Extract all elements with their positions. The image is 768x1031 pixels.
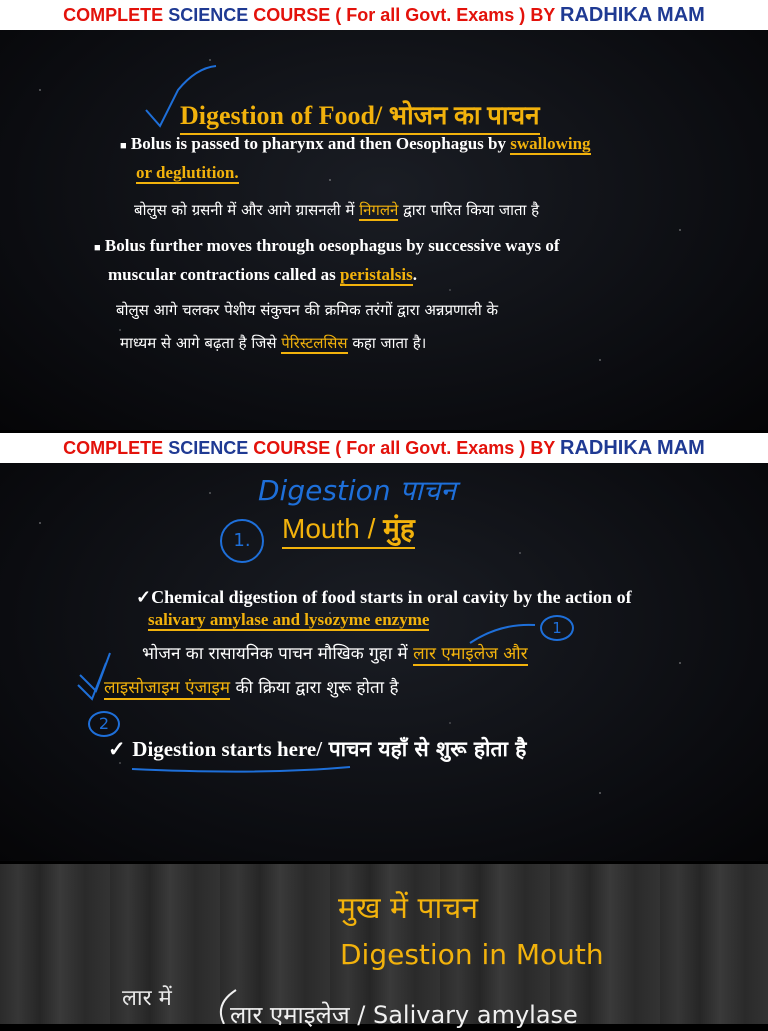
banner-word-science: SCIENCE <box>168 438 249 458</box>
digestion-starts-hi: पाचन यहाँ से शुरू होता है <box>328 737 527 761</box>
bullet-marker: ■ <box>94 242 101 254</box>
course-banner-top <box>0 0 768 30</box>
mouth-heading <box>282 509 415 549</box>
slide-mouth <box>0 463 768 861</box>
bullet-marker: ■ <box>120 140 127 152</box>
hindi-enzyme-a: भोजन का रासायनिक पाचन मौखिक गुहा में <box>142 644 408 664</box>
banner-word-by: BY <box>530 5 555 25</box>
circle-number-2: 2 <box>88 711 120 737</box>
hindi-line-1-highlight: निगलने <box>359 201 399 219</box>
circle-number-3: 1 <box>540 615 574 641</box>
handwritten-title-hindi: मुख में पाचन <box>338 891 479 926</box>
hindi-enzyme-b: की क्रिया द्वारा शुरू होता है <box>235 678 399 698</box>
slide-digestion-of-food <box>0 30 768 430</box>
ink-annotations-slide1 <box>0 30 768 430</box>
check-icon: ✓ <box>136 587 152 607</box>
enzyme-line <box>148 610 429 630</box>
mouth-heading-en: Mouth / <box>282 513 376 544</box>
tick-mark-icon <box>78 663 106 699</box>
hindi-line-1 <box>134 200 539 220</box>
handwritten-title-english: Digestion in Mouth <box>340 938 604 971</box>
hindi-enzyme-highlight-2: लाइसोजाइम एंजाइम <box>104 678 231 698</box>
course-banner-middle <box>0 433 768 463</box>
bullet-2-period: . <box>412 265 417 284</box>
underline-stroke <box>132 767 350 772</box>
bullet-2-line2 <box>108 265 417 285</box>
hindi-enzyme-highlight-1: लार एमाइलेज और <box>413 644 528 664</box>
hindi-line-2-text: बोलुस आगे चलकर पेशीय संकुचन की क्रमिक तरंगों द्वारा अन्नप्रणाली के <box>116 301 499 319</box>
slide-title <box>180 96 540 135</box>
handwritten-title: Digestion पाचन <box>258 474 456 507</box>
enzyme-highlight: salivary amylase and lysozyme enzyme <box>148 610 430 629</box>
banner-word-complete: COMPLETE <box>63 438 164 458</box>
hindi-line-3-b: कहा जाता है। <box>352 334 427 352</box>
digestion-starts-line <box>108 735 526 763</box>
hindi-enzyme-line-1 <box>142 641 528 664</box>
banner-teacher-name: RADHIKA MAM <box>560 4 705 26</box>
handwritten-bottom-line: लार एमाइलेज / Salivary amylase <box>230 1001 578 1029</box>
banner-word-course: COURSE ( For all Govt. Exams ) <box>253 438 526 458</box>
hindi-line-1-a: बोलुस को ग्रसनी में और आगे ग्रासनली में <box>134 201 355 219</box>
bullet-1-line2 <box>136 163 239 183</box>
bullet-2-line-2-text: muscular contractions called as <box>108 265 336 284</box>
hindi-line-3 <box>120 333 426 353</box>
hindi-line-1-b: द्वारा पारित किया जाता है <box>403 201 540 219</box>
bullet-2-highlight: peristalsis <box>340 265 413 284</box>
bullet-1 <box>120 134 591 154</box>
handwritten-side-note: लार में <box>122 986 172 1011</box>
hindi-line-2 <box>116 300 498 320</box>
circle-number-1: 1. <box>220 519 264 563</box>
mouth-heading-hi: मुंह <box>383 513 415 544</box>
bullet-1-text: Bolus is passed to pharynx and then Oesophagus by <box>130 134 506 153</box>
bullet-chemical-digestion <box>136 587 632 608</box>
bullet-2-line-1: Bolus further moves through oesophagus by successive ways of <box>104 236 560 255</box>
check-icon: ✓ <box>108 737 126 761</box>
bullet-2 <box>94 236 560 256</box>
banner-word-by: BY <box>530 438 555 458</box>
digestion-starts-en: Digestion starts here/ <box>132 737 323 761</box>
chemical-digestion-text: Chemical digestion of food starts in oral cavity by the action of <box>151 587 632 607</box>
banner-word-complete: COMPLETE <box>63 5 164 25</box>
banner-word-science: SCIENCE <box>168 5 249 25</box>
hindi-line-3-highlight: पेरिस्टलसिस <box>281 334 348 352</box>
banner-word-course: COURSE ( For all Govt. Exams ) <box>253 5 526 25</box>
slide-digestion-in-mouth <box>0 864 768 1029</box>
bullet-1-highlight: swallowing <box>510 134 591 153</box>
banner-teacher-name: RADHIKA MAM <box>560 437 705 459</box>
hindi-line-3-a: माध्यम से आगे बढ़ता है जिसे <box>120 334 277 352</box>
bullet-1-highlight-2: or deglutition. <box>136 163 239 182</box>
slide-title-text: Digestion of Food/ भोजन का पाचन <box>180 101 540 130</box>
hindi-enzyme-line-2 <box>104 675 399 698</box>
